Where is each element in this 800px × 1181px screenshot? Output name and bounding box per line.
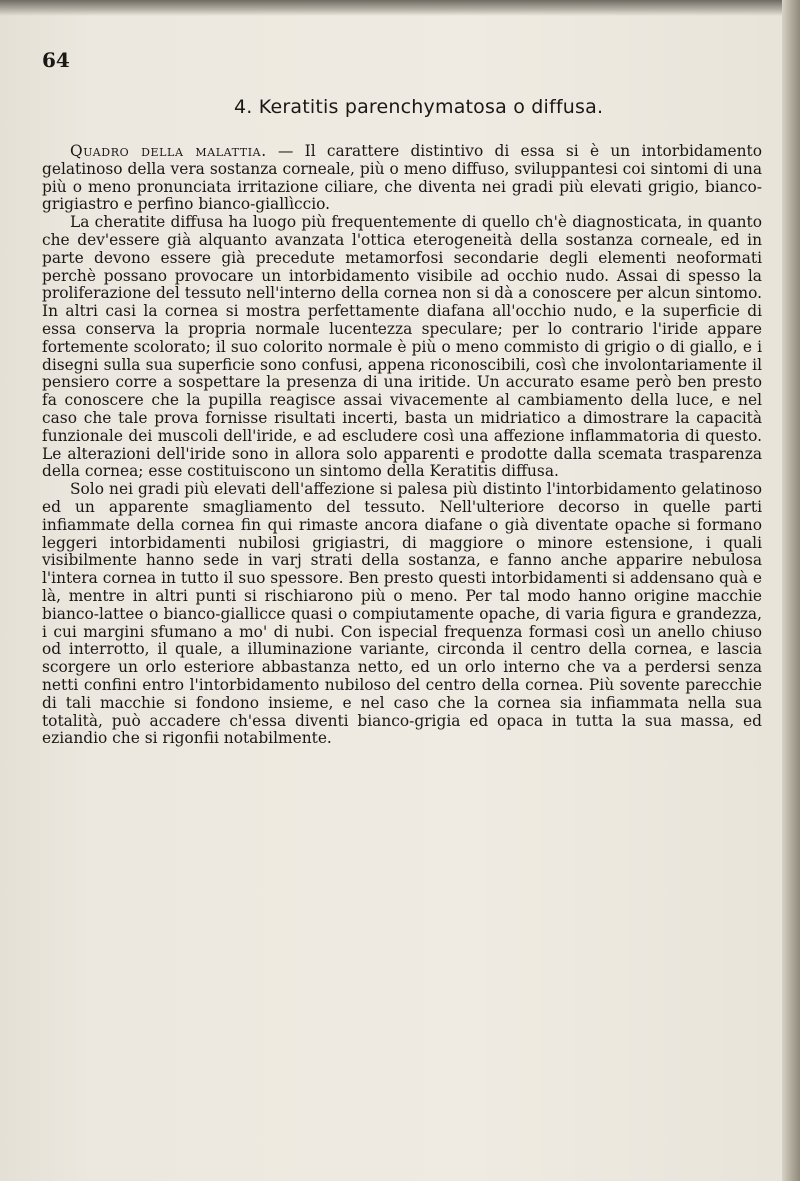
page-number: 64 [42, 48, 70, 72]
paragraph-text: La cheratite diffusa ha luogo più frequentemente di quello ch'è diagnosticata, in quanto che dev'essere già alquanto avanzata l'ottica eterogeneità della sostanza corneale, ed in parte devono essere già precedute metamorfosi secondarie degli elementi neoformati perchè possano provocare un intorbidamento visibile ad occhio nudo. Assai di spesso la proliferazione del tessuto nell'interno della cornea non si dà a conoscere per alcun sintomo. In altri casi la cornea si mostra perfettamente diafana all'occhio nudo, e la superficie di essa conserva la propria normale lucentezza speculare; per lo contrario l'iride appare fortemente scolorato; il suo colorito normale è più o meno commisto di grigio o di giallo, e i disegni sulla sua superficie sono confusi, appena riconoscibili, così che involontariamente il pensiero corre a sospettare la presenza di una iritide. Un accurato esame però ben presto fa conoscere che la pupilla reagisce assai vivacemente al cambiamento della luce, e nel caso che tale prova fornisse risultati incerti, basta un midriatico a dimostrare la capacità funzionale dei muscoli dell'iride, e ad escludere così una affezione inflammatoria di questo. Le alterazioni dell'iride sono in allora solo apparenti e prodotte dalla scemata trasparenza della cornea; esse costituiscono un sintomo della Keratitis diffusa. [42, 213, 762, 481]
paragraph-lead: Quadro della malattia. [70, 142, 267, 160]
paragraph-text: — Il carattere distintivo di essa si è un intorbidamento gelatinoso della vera sostanza corneale, più o meno diffuso, sviluppantesi coi sintomi di una più o meno pronunciata irritazione ciliare, che diventa nei gradi più elevati grigio, bianco-grigiastro e perfino bianco-giallìccio. [42, 142, 762, 214]
body-text [42, 143, 762, 748]
paragraph-1 [42, 143, 762, 214]
paragraph-3 [42, 481, 762, 748]
section-title: 4. Keratitis parenchymatosa o diffusa. [234, 96, 604, 118]
page-edge-shadow [782, 0, 800, 1181]
paragraph-2 [42, 214, 762, 481]
scan-top-shadow [0, 0, 800, 16]
paragraph-text: Solo nei gradi più elevati dell'affezione si palesa più distinto l'intorbidamento gelatinoso ed un apparente smagliamento del tessuto. Nell'ulteriore decorso in quelle parti infiammate della cornea fin qui rimaste ancora diafane o già diventate opache si formano leggeri intorbidamenti nubilosi grigiastri, di maggiore o minore estensione, i quali visibilmente hanno sede in varj strati della sostanza, e fanno anche apparire nebulosa l'intera cornea in tutto il suo spessore. Ben presto questi intorbidamenti si addensano quà e là, mentre in altri punti si rischiarono più o meno. Per tal modo hanno origine macchie bianco-lattee o bianco-giallicce quasi o compiutamente opache, di varia figura e grandezza, i cui margini sfumano a mo' di nubi. Con ispecial frequenza formasi così un anello chiuso od interrotto, il quale, a illuminazione variante, circonda il centro della cornea, e lascia scorgere un orlo esteriore abbastanza netto, ed un orlo interno che va a perdersi senza netti confini entro l'intorbidamento nubiloso del centro della cornea. Più sovente parecchie di tali macchie si fondono insieme, e nel caso che la cornea sia infiammata nella sua totalità, può accadere ch'essa diventi bianco-grigia ed opaca in tutta la sua massa, ed eziandio che si rigonfii notabilmente. [42, 480, 762, 748]
